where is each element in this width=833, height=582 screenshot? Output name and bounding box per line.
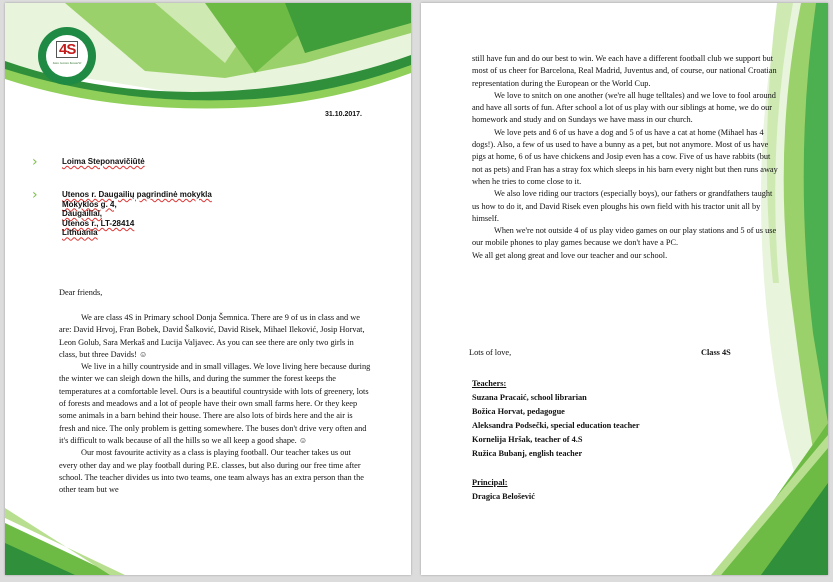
letter-body-page-1 (59, 312, 371, 496)
principal-heading: Principal: (472, 478, 508, 487)
paragraph: We all get along great and love our teacher and our school. (472, 250, 668, 260)
address-line: Utenos r., LT-28414 (62, 218, 135, 228)
teachers-heading: Teachers: (472, 379, 507, 388)
teacher-entry: Ružica Bubanj, english teacher (472, 449, 583, 458)
chevron-right-icon: › (32, 187, 38, 203)
recipient-name: Loima Steponavičiūtė (62, 157, 145, 166)
paragraph: Our most favourite activity as a class is playing football. Our teacher takes us out every other day and we play football during P.E. classes, but also during our free time after school. The teacher divides us into two teams, one team always has an extra person than the other team but we (59, 448, 364, 495)
closing-left: Lots of love, (469, 348, 512, 357)
paragraph: We live in a hilly countryside and in small villages. We love living here because during the winter we can sleigh down the hills, and during the summer the forest keeps the temperatures at a comfortable level. Ours is a beautiful countryside with lots of greenery, lots of forests and meadows and a lot of people have their own small farms here. Or they keep some animals in a barn behind their house. There are also lots of birds here and the air is fresh and nice. The only problem is getting somewhere. The buses don't drive very often and it's difficult to walk because of all the hills so we all keep a good shape. ☺ (59, 362, 371, 445)
logo-subtitle: Ivan Goran Kovačić (52, 61, 82, 65)
address-line: Daugailiai, (62, 209, 103, 219)
teachers-block (472, 377, 752, 461)
teacher-entry: Aleksandra Podsečki, special education teacher (472, 421, 640, 430)
letter-page-2 (421, 3, 828, 575)
school-logo (38, 27, 96, 85)
chevron-right-icon: › (32, 154, 38, 170)
paragraph: We also love riding our tractors (especially boys), our fathers or grandfathers taught us how to do it, and David Risek even ploughs his own field with his tractor unit all by himself. (472, 189, 773, 223)
teacher-entry: Suzana Pracaić, school librarian (472, 393, 587, 402)
recipient-address (62, 190, 212, 238)
recipient-name-block (62, 157, 145, 167)
greeting: Dear friends, (59, 288, 103, 297)
paragraph: We are class 4S in Primary school Donja Šemnica. There are 9 of us in class and we are: David Hrvoj, Fran Bobek, David Šalković, David Risek, Mihael Ileković, Josip Horvat, Leon Golub, Sara Merkaš and Lucija Valjavec. As you can see there are only two girls in class, but three Davids! ☺ (59, 313, 365, 359)
address-line: Utenos r. Daugailių pagrindinė mokykla (62, 190, 212, 199)
closing-signature: Class 4S (701, 348, 731, 357)
letter-page-1 (5, 3, 411, 575)
logo-mark: 4S (56, 41, 78, 58)
paragraph: We love pets and 6 of us have a dog and 5 of us have a cat at home (Mihael has 4 dogs!). Also, a few of us used to have a bunny as a pet, but not anymore. Most of us have pigs at home, 6 of us have chickens and Josip even has a cow. Five of us have rabbits (but not as pets) and Fran has a stray fox which sleeps in his barn every night but then runs away when he tries to come close to it. (472, 127, 778, 186)
paragraph: We love to snitch on one another (we're all huge telltales) and we love to fool around and have all sorts of fun. After school a lot of us play with our siblings at home, we do our homework and study and on Sundays we have mass in our church. (472, 90, 776, 125)
teacher-entry: Božica Horvat, pedagogue (472, 407, 565, 416)
paragraph: When we're not outside 4 of us play video games on our play stations and 5 of us use our mobile phones to play games because we don't have a PC. (472, 226, 777, 248)
letter-body-page-2 (472, 53, 778, 262)
teacher-entry: Kornelija Hršak, teacher of 4.S (472, 435, 583, 444)
principal-name: Dragica Belošević (472, 492, 535, 501)
address-line: Lithuania (62, 228, 98, 238)
principal-block (472, 476, 752, 504)
address-line: Mokyklos g. 4, (62, 199, 117, 209)
paragraph: still have fun and do our best to win. We each have a different football club we support but most of us cheer for Barcelona, Real Madrid, Juventus and, of course, our national Croatian representation during the European or the World Cup. (472, 54, 777, 88)
letter-date: 31.10.2017. (325, 111, 362, 118)
